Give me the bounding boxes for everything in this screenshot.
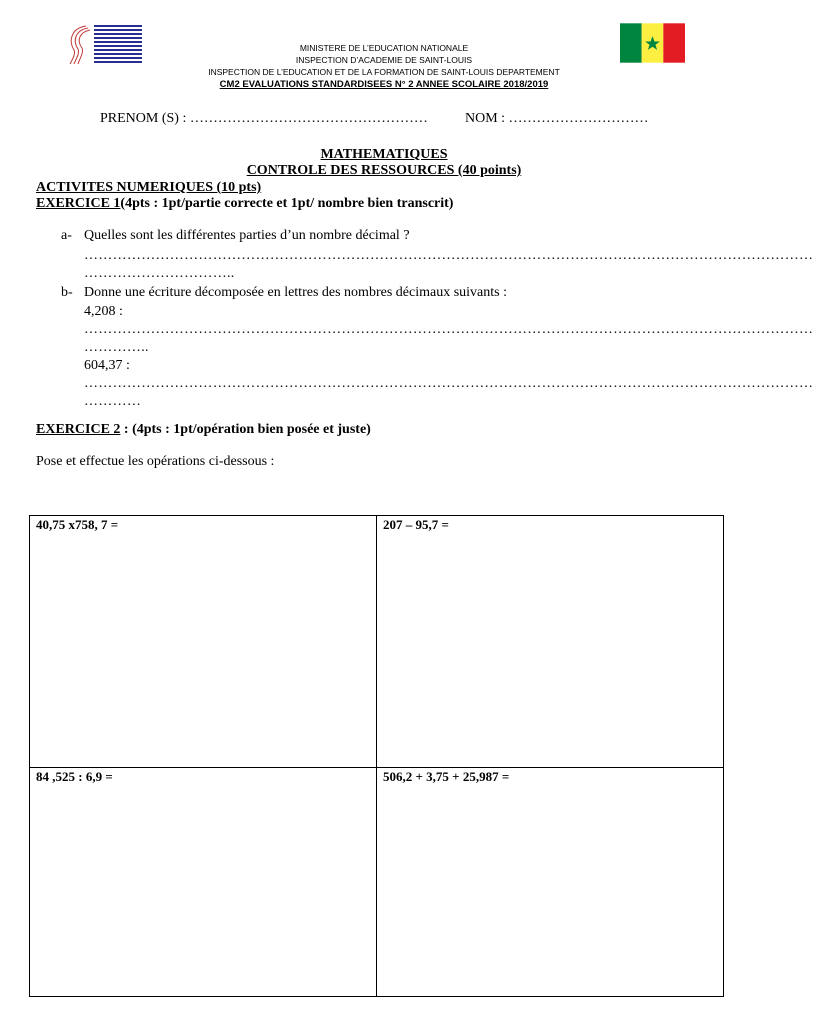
- section-title: ACTIVITES NUMERIQUES (10 pts): [36, 180, 262, 195]
- operation-cell-4[interactable]: [377, 768, 723, 996]
- operation-cell-2[interactable]: [377, 516, 723, 768]
- header-academy: INSPECTION D’ACADEMIE DE SAINT-LOUIS: [295, 55, 473, 65]
- exercise2-instruction: Pose et effectue les opérations ci-dessous :: [36, 454, 275, 469]
- prenom-field[interactable]: PRENOM (S) : ……………………………………………: [100, 111, 428, 126]
- question-b-text: Donne une écriture décomposée en lettres des nombres décimaux suivants :: [84, 285, 507, 300]
- answer-b1-line-2[interactable]: …………..: [84, 340, 149, 355]
- answer-b1-line-1[interactable]: ………………………………………………………………………………………………………………………………………: [84, 322, 813, 337]
- subject-title: MATHEMATIQUES: [320, 147, 448, 162]
- answer-a-line-1[interactable]: ………………………………………………………………………………………………………………………………………: [84, 248, 813, 263]
- header-ministry: MINISTERE DE L’EDUCATION NATIONALE: [299, 43, 469, 53]
- answer-a-line-2[interactable]: …………………………..: [84, 266, 235, 281]
- exercise1-heading: EXERCICE 1(4pts : 1pt/partie correcte et 1pt/ nombre bien transcrit): [36, 196, 454, 211]
- operation-3: 84 ,525 : 6,9 =: [36, 769, 113, 784]
- operation-4: 506,2 + 3,75 + 25,987 =: [383, 769, 510, 784]
- question-a-text: Quelles sont les différentes parties d’un nombre décimal ?: [84, 228, 410, 243]
- control-title: CONTROLE DES RESSOURCES (40 points): [246, 163, 522, 178]
- operation-cell-1[interactable]: [30, 516, 377, 768]
- nom-field[interactable]: NOM : …………………………: [465, 111, 649, 126]
- question-a-marker: a-: [61, 228, 72, 243]
- exercise2-heading: EXERCICE 2 : (4pts : 1pt/opération bien posée et juste): [36, 422, 371, 437]
- number-2-label: 604,37 :: [84, 358, 130, 373]
- header-evaluation: CM2 EVALUATIONS STANDARDISEES N° 2 ANNEE SCOLAIRE 2018/2019: [219, 79, 549, 90]
- answer-b2-line-1[interactable]: ………………………………………………………………………………………………………………………………………: [84, 376, 813, 391]
- operation-2: 207 – 95,7 =: [383, 517, 449, 532]
- operations-grid: [29, 515, 724, 997]
- number-1-label: 4,208 :: [84, 304, 123, 319]
- operation-cell-3[interactable]: [30, 768, 377, 996]
- question-b-marker: b-: [61, 285, 73, 300]
- operation-1: 40,75 x758, 7 =: [36, 517, 119, 532]
- header-inspection: INSPECTION DE L’EDUCATION ET DE LA FORMATION DE SAINT-LOUIS DEPARTEMENT: [208, 67, 560, 77]
- answer-b2-line-2[interactable]: …………: [84, 394, 142, 409]
